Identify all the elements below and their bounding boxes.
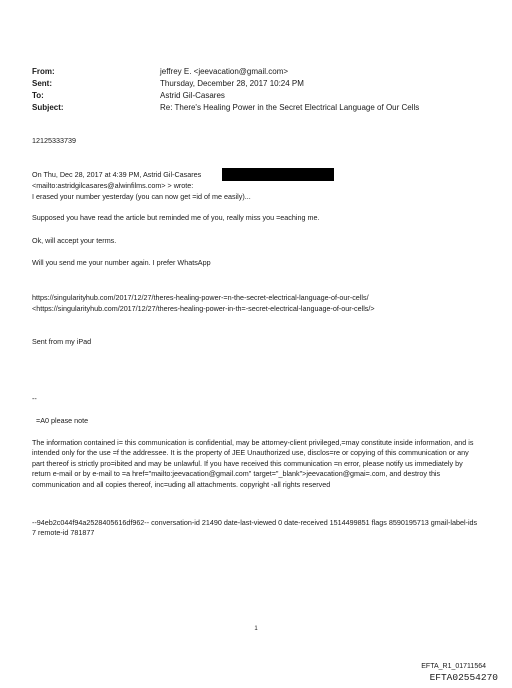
sent-value: Thursday, December 28, 2017 10:24 PM	[160, 79, 304, 88]
quote-header-line2: <mailto:astridgilcasares@alwinfilms.com> > wrote:	[32, 181, 194, 190]
article-url-line2: <https://singularityhub.com/2017/12/27/theres-healing-power-in-th=-secret-electrical-language-of-our-cells/>	[32, 304, 375, 313]
body-line-whatsapp: Will you send me your number again. I prefer WhatsApp	[32, 258, 211, 267]
subject-value: Re: There's Healing Power in the Secret Electrical Language of Our Cells	[160, 103, 420, 112]
body-line-supposed: Supposed you have read the article but reminded me of you, really miss you =eaching me.	[32, 213, 320, 222]
separator-dashes: --	[32, 394, 37, 403]
bates-number-large: EFTA02554270	[429, 672, 498, 683]
sent-from-signature: Sent from my iPad	[32, 337, 92, 346]
from-label: From:	[32, 67, 55, 76]
confidentiality-disclaimer: The information contained i= this communication is confidential, may be attorney-client privileged,=may constitute inside information, and is intended only for the use =f the addressee. It is the property of JEE Unauthorized use, disclos=re or copying of this communication or any part thereof is strictly pro=ibited and may be unlawful. If you have received this communication =n error, please notify us immediately by return e-mail or by e-mail to =a href="mailto:jeevacation@gmail.com" target="_blank">jeevacation@gmai=.com, and destroy this communication and all copies thereof, inc=uding all attachments. copyright -all rights reserved	[32, 438, 474, 489]
page-number: 1	[254, 626, 258, 632]
to-label: To:	[32, 91, 44, 100]
bates-number-small: EFTA_R1_01711564	[421, 663, 486, 670]
quote-header-line1: On Thu, Dec 28, 2017 at 4:39 PM, Astrid Gil-Casares	[32, 170, 202, 179]
to-value: Astrid Gil-Casares	[160, 91, 225, 100]
from-value: jeffrey E. <jeevacation@gmail.com>	[160, 67, 289, 76]
redaction-box	[222, 168, 334, 181]
sent-label: Sent:	[32, 79, 52, 88]
article-url-line1: https://singularityhub.com/2017/12/27/theres-healing-power-=n-the-secret-electrical-language-of-our-cells/	[32, 293, 369, 302]
please-note: =A0 please note	[36, 416, 89, 425]
body-line-ok: Ok, will accept your terms.	[32, 236, 117, 245]
message-metadata: --94eb2c044f94a2528405616df962-- conversation-id 21490 date-last-viewed 0 date-received 1514499851 flags 8590195713 gmail-label-ids 7 remote-id 781877	[32, 518, 478, 538]
phone-number: 12125333739	[32, 136, 76, 145]
quoted-message-line: I erased your number yesterday (you can now get =id of me easily)...	[32, 192, 251, 201]
subject-label: Subject:	[32, 103, 64, 112]
